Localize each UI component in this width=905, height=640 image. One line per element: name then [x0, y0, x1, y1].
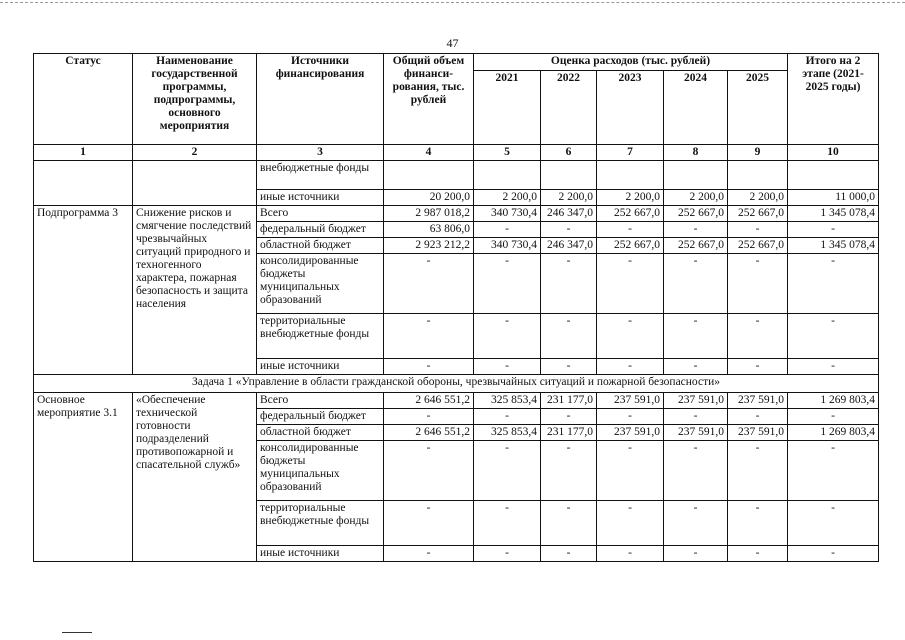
year-2024-cell: -	[664, 409, 728, 425]
table-header	[34, 54, 879, 161]
year-2025-cell: -	[728, 359, 788, 375]
source-cell: областной бюджет	[257, 425, 384, 441]
year-2025-cell	[728, 161, 788, 190]
col-num: 9	[728, 145, 788, 161]
year-2022-cell: -	[541, 314, 597, 359]
status-cell	[34, 161, 133, 206]
table-row	[34, 393, 879, 409]
source-cell: внебюджетные фонды	[257, 161, 384, 190]
sum-cell: 1 269 803,4	[788, 393, 879, 409]
task-row	[34, 375, 879, 393]
year-2023-cell: -	[597, 314, 664, 359]
total-cell: -	[384, 409, 474, 425]
year-2023-cell: 2 200,0	[597, 190, 664, 206]
year-2021-cell: -	[474, 441, 541, 501]
year-2023-cell: -	[597, 359, 664, 375]
year-2024-cell: -	[664, 254, 728, 314]
year-2025-cell: 237 591,0	[728, 393, 788, 409]
task-title: Задача 1 «Управление в области гражданской обороны, чрезвычайных ситуаций и пожарной безопасности»	[34, 375, 879, 393]
year-2024-cell: -	[664, 546, 728, 562]
col-num: 7	[597, 145, 664, 161]
col-num: 10	[788, 145, 879, 161]
col-num: 2	[133, 145, 257, 161]
header-year-2024: 2024	[664, 71, 728, 145]
year-2023-cell: 252 667,0	[597, 206, 664, 222]
source-cell: территориальные внебюджетные фонды	[257, 501, 384, 546]
year-2021-cell: 325 853,4	[474, 393, 541, 409]
year-2025-cell: 237 591,0	[728, 425, 788, 441]
year-2021-cell: 340 730,4	[474, 206, 541, 222]
total-cell	[384, 161, 474, 190]
name-cell: Снижение рисков и смягчение последствий чрезвычайных ситуаций природного и техногенного характера, пожарная безопасность и защита населения	[133, 206, 257, 375]
year-2023-cell: -	[597, 546, 664, 562]
sum-cell: -	[788, 254, 879, 314]
year-2022-cell: 246 347,0	[541, 206, 597, 222]
year-2021-cell: -	[474, 222, 541, 238]
sum-cell: -	[788, 546, 879, 562]
year-2024-cell: 237 591,0	[664, 425, 728, 441]
year-2025-cell: 252 667,0	[728, 206, 788, 222]
year-2021-cell: -	[474, 359, 541, 375]
sum-cell: 1 269 803,4	[788, 425, 879, 441]
source-cell: Всего	[257, 206, 384, 222]
sum-cell: 11 000,0	[788, 190, 879, 206]
year-2022-cell: -	[541, 359, 597, 375]
total-cell: 2 923 212,2	[384, 238, 474, 254]
sum-cell: 1 345 078,4	[788, 206, 879, 222]
year-2021-cell: -	[474, 254, 541, 314]
year-2021-cell: -	[474, 409, 541, 425]
total-cell: -	[384, 314, 474, 359]
total-cell: 63 806,0	[384, 222, 474, 238]
column-number-row	[34, 145, 879, 161]
year-2022-cell: -	[541, 501, 597, 546]
col-num: 4	[384, 145, 474, 161]
year-2023-cell: -	[597, 441, 664, 501]
year-2023-cell: -	[597, 222, 664, 238]
header-year-2025: 2025	[728, 71, 788, 145]
year-2024-cell: -	[664, 441, 728, 501]
header-total-stage: Итого на 2 этапе (2021-2025 годы)	[788, 54, 879, 145]
year-2025-cell: -	[728, 501, 788, 546]
year-2021-cell: 325 853,4	[474, 425, 541, 441]
status-cell: Основное мероприятие 3.1	[34, 393, 133, 562]
table-row	[34, 161, 879, 190]
year-2025-cell: -	[728, 254, 788, 314]
sum-cell: -	[788, 222, 879, 238]
year-2025-cell: -	[728, 222, 788, 238]
year-2024-cell: -	[664, 222, 728, 238]
year-2025-cell: 2 200,0	[728, 190, 788, 206]
total-cell: -	[384, 254, 474, 314]
sum-cell: -	[788, 359, 879, 375]
source-cell: федеральный бюджет	[257, 222, 384, 238]
total-cell: -	[384, 441, 474, 501]
year-2021-cell: -	[474, 501, 541, 546]
year-2024-cell: 2 200,0	[664, 190, 728, 206]
source-cell: областной бюджет	[257, 238, 384, 254]
source-cell: консолидированные бюджеты муниципальных образований	[257, 441, 384, 501]
sum-cell: -	[788, 314, 879, 359]
source-cell: Всего	[257, 393, 384, 409]
source-cell: консолидированные бюджеты муниципальных образований	[257, 254, 384, 314]
year-2022-cell	[541, 161, 597, 190]
year-2023-cell: 252 667,0	[597, 238, 664, 254]
year-2021-cell: -	[474, 314, 541, 359]
total-cell: -	[384, 359, 474, 375]
col-num: 1	[34, 145, 133, 161]
year-2023-cell: 237 591,0	[597, 393, 664, 409]
year-2024-cell: 252 667,0	[664, 206, 728, 222]
year-2024-cell: 237 591,0	[664, 393, 728, 409]
year-2022-cell: -	[541, 222, 597, 238]
budget-table	[33, 53, 879, 562]
header-year-2023: 2023	[597, 71, 664, 145]
sum-cell: -	[788, 409, 879, 425]
year-2021-cell: -	[474, 546, 541, 562]
sum-cell	[788, 161, 879, 190]
header-estimate: Оценка расходов (тыс. рублей)	[474, 54, 788, 71]
table-row	[34, 206, 879, 222]
header-name: Наименование государственной программы, подпрограммы, основного мероприятия	[133, 54, 257, 145]
year-2024-cell: -	[664, 314, 728, 359]
page-number: 47	[446, 36, 459, 50]
top-divider	[0, 2, 905, 3]
year-2021-cell: 2 200,0	[474, 190, 541, 206]
col-num: 3	[257, 145, 384, 161]
year-2022-cell: 231 177,0	[541, 393, 597, 409]
year-2024-cell: -	[664, 359, 728, 375]
source-cell: иные источники	[257, 190, 384, 206]
footer-divider	[62, 632, 92, 633]
name-cell: «Обеспечение технической готовности подразделений противопожарной и спасательной служб»	[133, 393, 257, 562]
year-2024-cell	[664, 161, 728, 190]
year-2022-cell: 246 347,0	[541, 238, 597, 254]
year-2025-cell: -	[728, 409, 788, 425]
year-2025-cell: -	[728, 314, 788, 359]
source-cell: территориальные внебюджетные фонды	[257, 314, 384, 359]
year-2022-cell: -	[541, 409, 597, 425]
source-cell: иные источники	[257, 359, 384, 375]
year-2025-cell: -	[728, 441, 788, 501]
source-cell: иные источники	[257, 546, 384, 562]
year-2021-cell	[474, 161, 541, 190]
year-2022-cell: -	[541, 546, 597, 562]
col-num: 5	[474, 145, 541, 161]
total-cell: 2 646 551,2	[384, 425, 474, 441]
header-year-2022: 2022	[541, 71, 597, 145]
header-status: Статус	[34, 54, 133, 145]
header-year-2021: 2021	[474, 71, 541, 145]
total-cell: -	[384, 501, 474, 546]
source-cell: федеральный бюджет	[257, 409, 384, 425]
year-2022-cell: 231 177,0	[541, 425, 597, 441]
year-2022-cell: -	[541, 441, 597, 501]
total-cell: 2 646 551,2	[384, 393, 474, 409]
year-2025-cell: -	[728, 546, 788, 562]
sum-cell: -	[788, 501, 879, 546]
year-2023-cell	[597, 161, 664, 190]
year-2023-cell: -	[597, 501, 664, 546]
status-cell: Подпрограмма 3	[34, 206, 133, 375]
total-cell: -	[384, 546, 474, 562]
sum-cell: -	[788, 441, 879, 501]
year-2022-cell: -	[541, 254, 597, 314]
total-cell: 20 200,0	[384, 190, 474, 206]
year-2023-cell: 237 591,0	[597, 425, 664, 441]
col-num: 6	[541, 145, 597, 161]
year-2023-cell: -	[597, 409, 664, 425]
year-2025-cell: 252 667,0	[728, 238, 788, 254]
sum-cell: 1 345 078,4	[788, 238, 879, 254]
year-2023-cell: -	[597, 254, 664, 314]
name-cell	[133, 161, 257, 206]
year-2024-cell: -	[664, 501, 728, 546]
header-sources: Источники финансирования	[257, 54, 384, 145]
total-cell: 2 987 018,2	[384, 206, 474, 222]
year-2021-cell: 340 730,4	[474, 238, 541, 254]
col-num: 8	[664, 145, 728, 161]
year-2022-cell: 2 200,0	[541, 190, 597, 206]
year-2024-cell: 252 667,0	[664, 238, 728, 254]
header-total-volume: Общий объем финанси-рования, тыс. рублей	[384, 54, 474, 145]
